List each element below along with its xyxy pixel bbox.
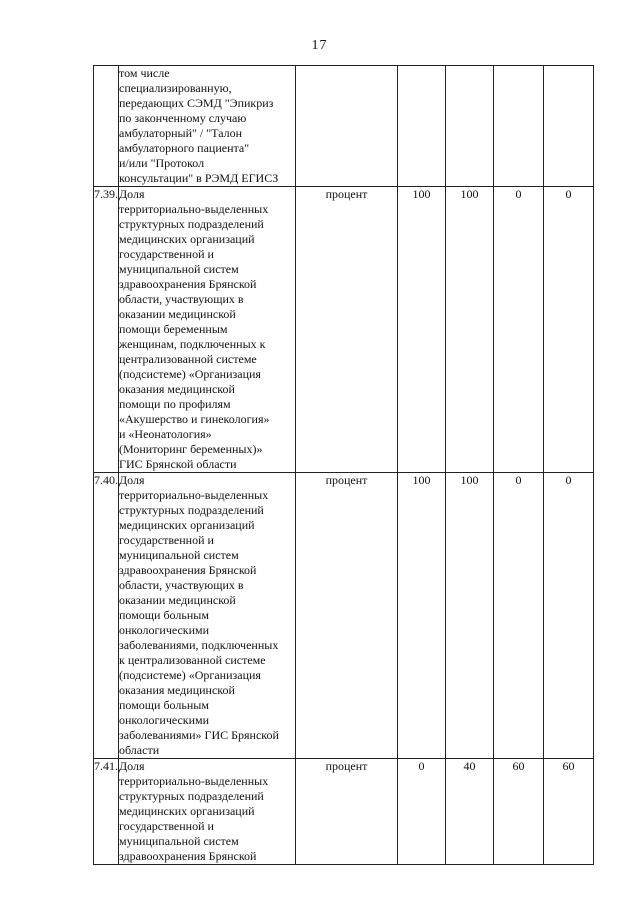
- unit-of-measure: [296, 66, 398, 187]
- table-row: [94, 187, 594, 473]
- description-line: медицинских организаций: [119, 518, 255, 532]
- target-value-1: 0: [398, 759, 446, 865]
- description-line: амбулаторного пациента": [119, 141, 250, 155]
- target-value-3: 0: [494, 187, 544, 473]
- target-value-4: 60: [544, 759, 594, 865]
- indicator-table: [93, 65, 594, 865]
- unit-of-measure: процент: [296, 473, 398, 759]
- description-line: оказания медицинской: [119, 382, 235, 396]
- description-line: (подсистеме) «Организация: [119, 668, 261, 682]
- description-line: структурных подразделений: [119, 217, 264, 231]
- description-line: государственной и: [119, 819, 214, 833]
- description-line: здравоохранения Брянской: [119, 277, 257, 291]
- indicator-description: [119, 66, 296, 187]
- target-value-1: 100: [398, 187, 446, 473]
- target-value-4: 0: [544, 473, 594, 759]
- description-line: (подсистеме) «Организация: [119, 367, 261, 381]
- description-line: структурных подразделений: [119, 503, 264, 517]
- description-line: (Мониторинг беременных)»: [119, 442, 263, 456]
- description-line: женщинам, подключенных к: [119, 337, 266, 351]
- description-line: заболеваниями» ГИС Брянской: [119, 728, 279, 742]
- description-line: онкологическими: [119, 623, 210, 637]
- description-line: области, участвующих в: [119, 578, 244, 592]
- description-line: территориально-выделенных: [119, 774, 269, 788]
- description-line: консультации" в РЭМД ЕГИСЗ: [119, 171, 279, 185]
- target-value-3: [494, 66, 544, 187]
- unit-of-measure: процент: [296, 187, 398, 473]
- page-number: 17: [311, 38, 328, 53]
- description-line: области: [119, 743, 160, 757]
- description-line: муниципальной систем: [119, 834, 239, 848]
- indicator-description: [119, 187, 296, 473]
- description-line: медицинских организаций: [119, 232, 255, 246]
- description-line: амбулаторный" / "Талон: [119, 126, 243, 140]
- target-value-1: 100: [398, 473, 446, 759]
- description-line: оказании медицинской: [119, 307, 236, 321]
- description-line: структурных подразделений: [119, 789, 264, 803]
- description-line: территориально-выделенных: [119, 488, 269, 502]
- row-number: 7.41.: [94, 759, 119, 865]
- description-line: передающих СЭМД "Эпикриз: [119, 96, 274, 110]
- description-line: «Акушерство и гинекология»: [119, 412, 270, 426]
- description-line: и/или "Протокол: [119, 156, 205, 170]
- description-line: Доля: [119, 473, 145, 487]
- description-line: территориально-выделенных: [119, 202, 269, 216]
- description-line: государственной и: [119, 533, 214, 547]
- description-line: помощи беременным: [119, 322, 228, 336]
- target-value-1: [398, 66, 446, 187]
- indicator-description: [119, 473, 296, 759]
- row-number: 7.39.: [94, 187, 119, 473]
- indicator-description: [119, 759, 296, 865]
- target-value-2: [446, 66, 494, 187]
- description-line: к централизованной системе: [119, 653, 266, 667]
- description-line: медицинских организаций: [119, 804, 255, 818]
- description-line: муниципальной систем: [119, 262, 239, 276]
- target-value-3: 0: [494, 473, 544, 759]
- row-number: 7.40.: [94, 473, 119, 759]
- description-line: Доля: [119, 187, 145, 201]
- description-line: заболеваниями, подключенных: [119, 638, 279, 652]
- description-line: онкологическими: [119, 713, 210, 727]
- description-line: области, участвующих в: [119, 292, 244, 306]
- description-line: ГИС Брянской области: [119, 457, 237, 471]
- description-line: оказания медицинской: [119, 683, 235, 697]
- description-line: здравоохранения Брянской: [119, 849, 257, 863]
- description-line: том числе: [119, 66, 170, 80]
- table-row: [94, 66, 594, 187]
- target-value-2: 100: [446, 473, 494, 759]
- description-line: специализированную,: [119, 81, 232, 95]
- description-line: помощи больным: [119, 698, 209, 712]
- description-line: централизованной системе: [119, 352, 257, 366]
- target-value-3: 60: [494, 759, 544, 865]
- table-row: [94, 473, 594, 759]
- description-line: здравоохранения Брянской: [119, 563, 257, 577]
- target-value-4: 0: [544, 187, 594, 473]
- description-line: государственной и: [119, 247, 214, 261]
- target-value-4: [544, 66, 594, 187]
- description-line: помощи по профилям: [119, 397, 231, 411]
- description-line: муниципальной систем: [119, 548, 239, 562]
- target-value-2: 40: [446, 759, 494, 865]
- description-line: и «Неонатология»: [119, 427, 212, 441]
- row-number: [94, 66, 119, 187]
- table-row: [94, 759, 594, 865]
- unit-of-measure: процент: [296, 759, 398, 865]
- description-line: по законченному случаю: [119, 111, 247, 125]
- description-line: Доля: [119, 759, 145, 773]
- target-value-2: 100: [446, 187, 494, 473]
- description-line: оказании медицинской: [119, 593, 236, 607]
- description-line: помощи больным: [119, 608, 209, 622]
